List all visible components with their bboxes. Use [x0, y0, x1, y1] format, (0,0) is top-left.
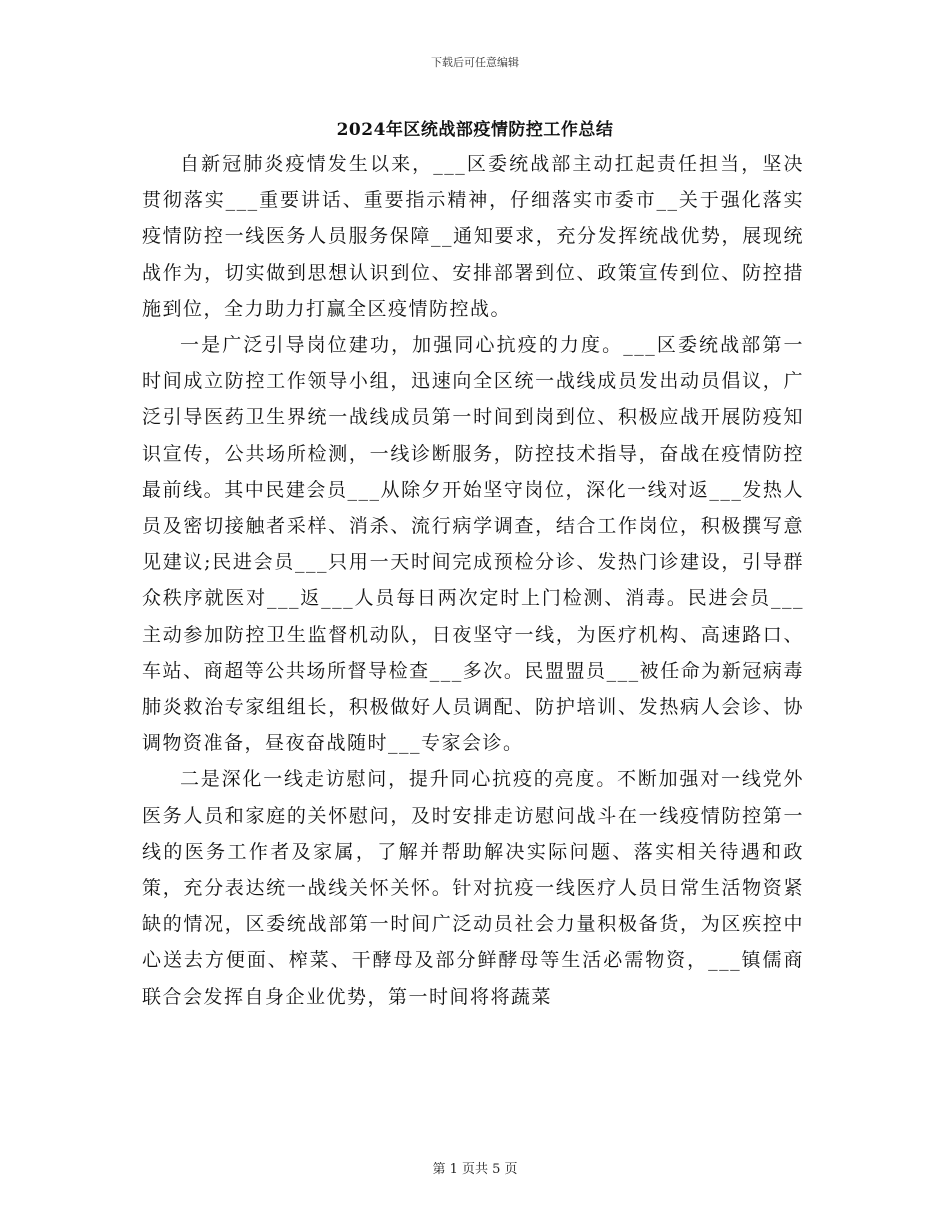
header-note: 下载后可任意编辑 [431, 56, 519, 69]
document-body [142, 146, 804, 1015]
paragraph-intro: 自新冠肺炎疫情发生以来，___区委统战部主动扛起责任担当，坚决贯彻落实___重要讲话、重要指示精神，仔细落实市委市__关于强化落实疫情防控一线医务人员服务保障__通知要求，充分发挥统战优势，展现统战作为，切实做到思想认识到位、安排部署到位、政策宣传到位、防控措施到位，全力助力打赢全区疫情防控战。 [142, 153, 804, 320]
document-title: 2024年区统战部疫情防控工作总结 [336, 120, 614, 140]
page-number-footer: 第 1 页共 5 页 [432, 1162, 518, 1177]
paragraph-point-one: 一是广泛引导岗位建功，加强同心抗疫的力度。___区委统战部第一时间成立防控工作领导小组，迅速向全区统一战线成员发出动员倡议，广泛引导医药卫生界统一战线成员第一时间到岗到位、积极应战开展防疫知识宣传，公共场所检测，一线诊断服务，防控技术指导，奋战在疫情防控最前线。其中民建会员___从除夕开始坚守岗位，深化一线对返___发热人员及密切接触者采样、消杀、流行病学调查，结合工作岗位，积极撰写意见建议;民进会员___只用一天时间完成预检分诊、发热门诊建设，引导群众秩序就医对___返___人员每日两次定时上门检测、消毒。民进会员___主动参加防控卫生监督机动队，日夜坚守一线，为医疗机构、高速路口、车站、商超等公共场所督导检查___多次。民盟盟员___被任命为新冠病毒肺炎救治专家组组长，积极做好人员调配、防护培训、发热病人会诊、协调物资准备，昼夜奋战随时___专家会诊。 [142, 334, 804, 755]
paragraph-point-two: 二是深化一线走访慰问，提升同心抗疫的亮度。不断加强对一线党外医务人员和家庭的关怀慰问，及时安排走访慰问战斗在一线疫情防控第一线的医务工作者及家属，了解并帮助解决实际问题、落实相关待遇和政策，充分表达统一战线关怀关怀。针对抗疫一线医疗人员日常生活物资紧缺的情况，区委统战部第一时间广泛动员社会力量积极备货，为区疾控中心送去方便面、榨菜、干酵母及部分鲜酵母等生活必需物资，___镇儒商联合会发挥自身企业优势，第一时间将将蔬菜 [142, 768, 804, 1008]
